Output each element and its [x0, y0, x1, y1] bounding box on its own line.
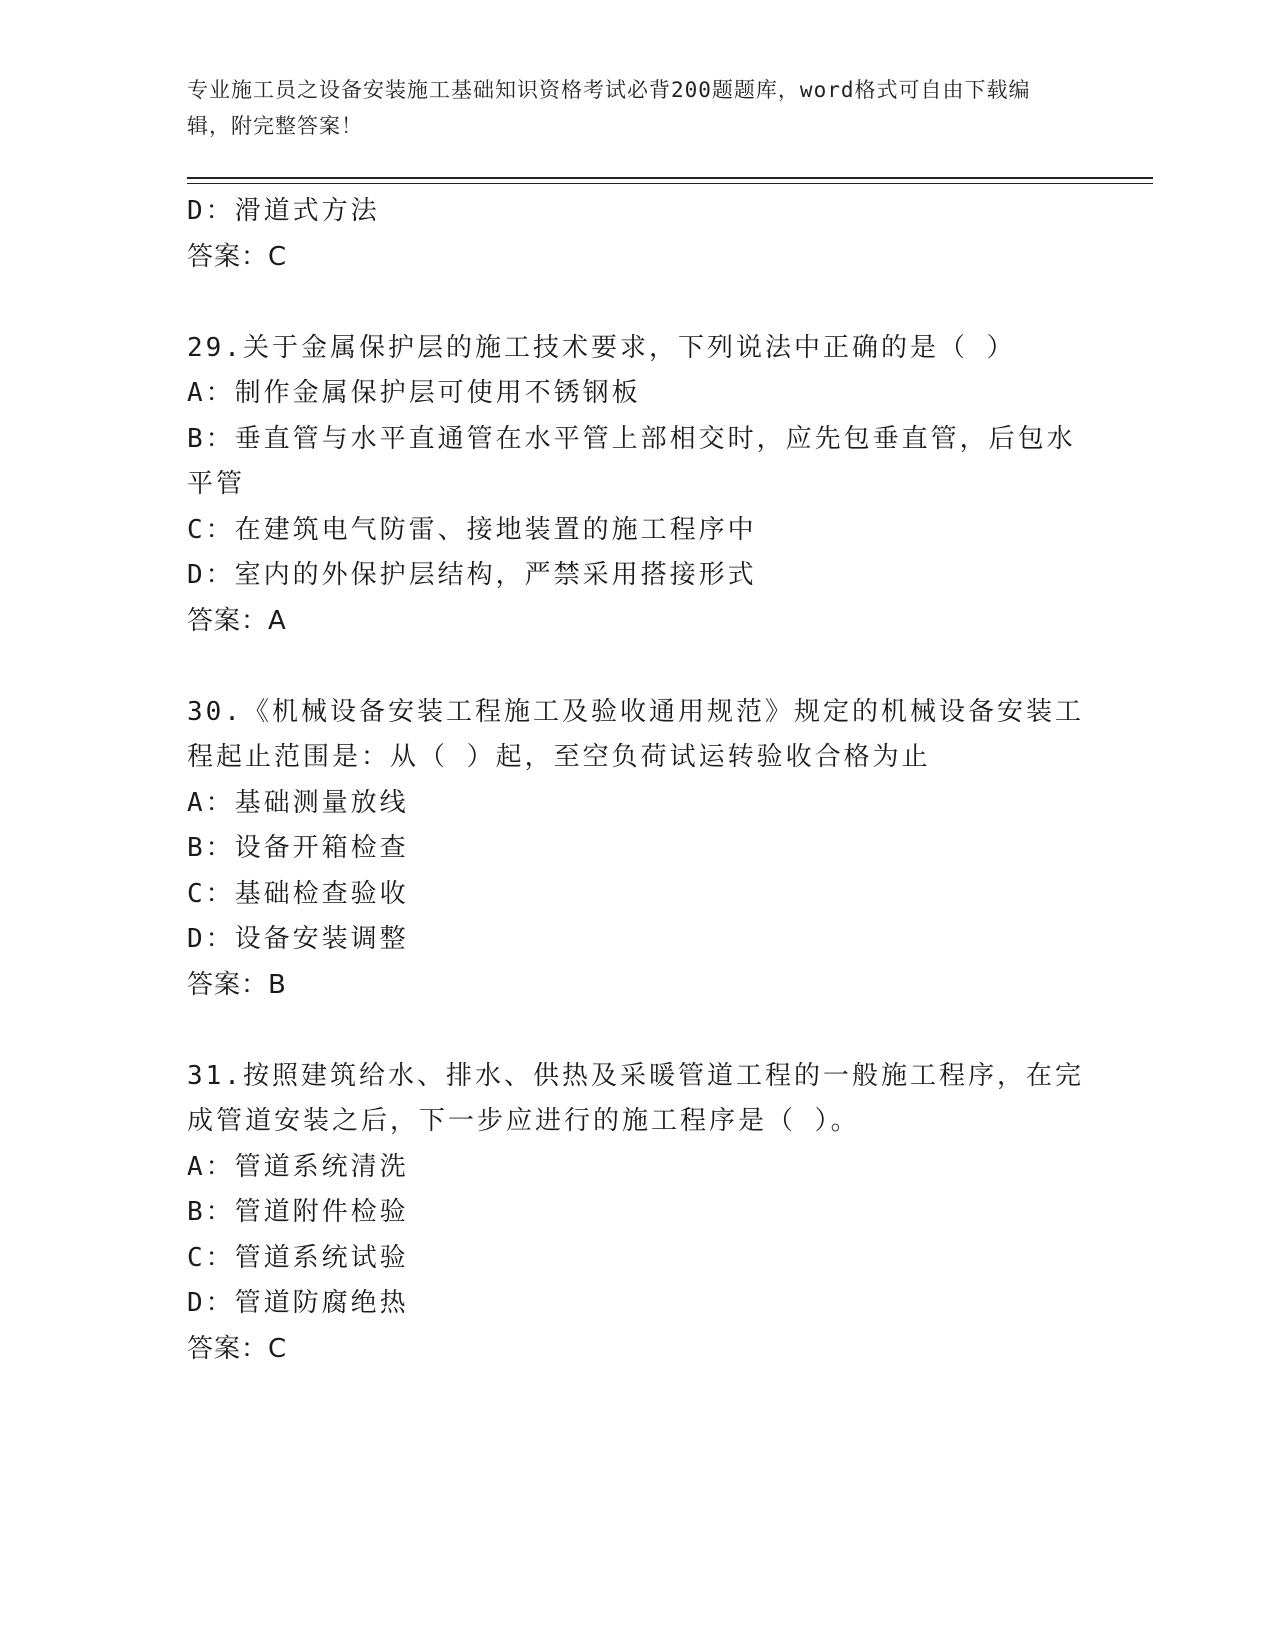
- answer-line: 答案：C: [187, 1333, 288, 1364]
- option-b: B：设备开箱检查: [187, 833, 409, 863]
- answer-line: 答案：B: [187, 969, 287, 1000]
- question-31: [187, 1054, 1087, 1373]
- page-header-title: 专业施工员之设备安装施工基础知识资格考试必背200题题库，word格式可自由下载编辑，附完整答案！: [187, 78, 1031, 138]
- option-d: D：管道防腐绝热: [187, 1288, 409, 1318]
- option-d: D：室内的外保护层结构，严禁采用搭接形式: [187, 560, 757, 590]
- option-b: B：垂直管与水平直通管在水平管上部相交时，应先包垂直管，后包水平管: [187, 423, 1076, 499]
- option-a: A：基础测量放线: [187, 787, 409, 818]
- question-stem: 29.关于金属保护层的施工技术要求，下列说法中正确的是（ ）: [187, 332, 1016, 363]
- previous-question-tail: [187, 189, 1087, 280]
- question-30: [187, 690, 1087, 1009]
- option-c: C：管道系统试验: [187, 1242, 409, 1273]
- option-c: C：基础检查验收: [187, 878, 409, 909]
- option-a: A：管道系统清洗: [187, 1151, 409, 1182]
- spacer: [187, 1008, 1087, 1054]
- option-c: C：在建筑电气防雷、接地装置的施工程序中: [187, 514, 757, 545]
- spacer: [187, 280, 1087, 326]
- option-d: D：滑道式方法: [187, 196, 380, 226]
- question-list: [187, 189, 1087, 1372]
- answer-line: 答案：A: [187, 605, 287, 636]
- question-29: [187, 326, 1087, 645]
- answer-line: 答案：C: [187, 241, 288, 272]
- option-d: D：设备安装调整: [187, 924, 409, 954]
- option-b: B：管道附件检验: [187, 1197, 409, 1227]
- option-a: A：制作金属保护层可使用不锈钢板: [187, 378, 641, 408]
- header-divider-thin: [187, 183, 1153, 184]
- question-stem: 30.《机械设备安装工程施工及验收通用规范》规定的机械设备安装工程起止范围是：从（ ）起，至空负荷试运转验收合格为止: [187, 696, 1084, 772]
- spacer: [187, 644, 1087, 690]
- question-stem: 31.按照建筑给水、排水、供热及采暖管道工程的一般施工程序，在完成管道安装之后，下一步应进行的施工程序是（ ）。: [187, 1060, 1084, 1136]
- header-divider-thick: [187, 177, 1153, 179]
